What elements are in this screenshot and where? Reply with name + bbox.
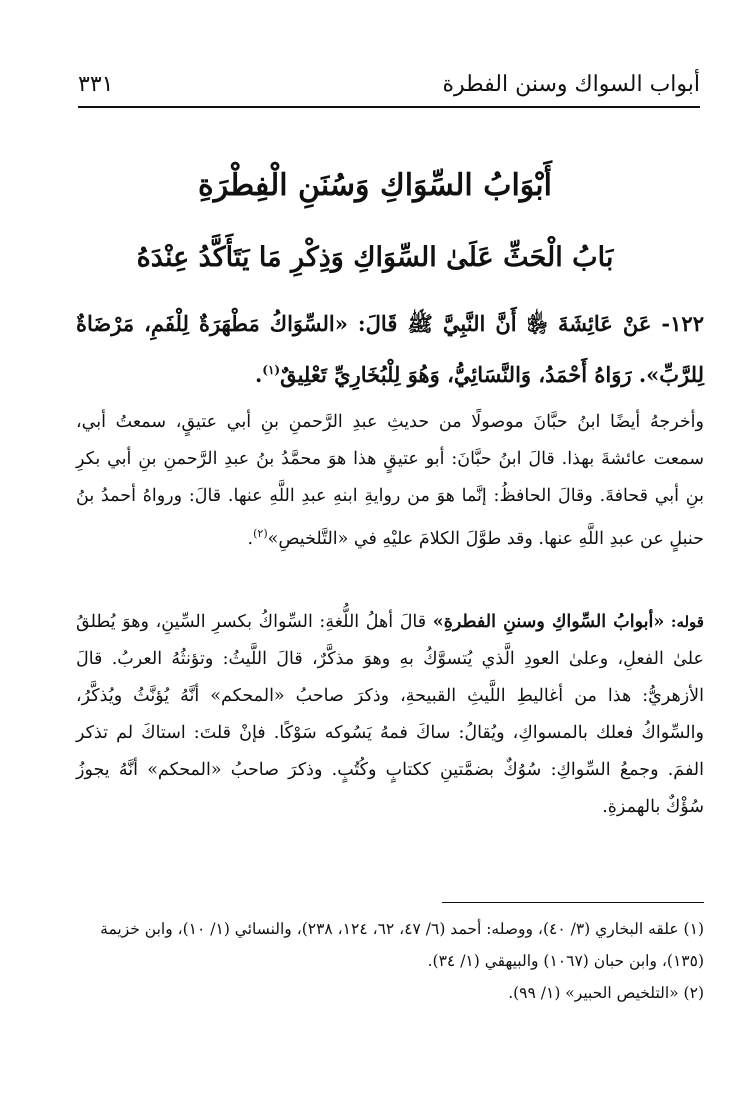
running-title: أبواب السواك وسنن الفطرة — [442, 71, 700, 97]
footnotes — [60, 913, 704, 1009]
hadith-text — [76, 300, 704, 398]
hadith-body: ١٢٢- عَنْ عَائِشَةَ ﵂ أَنَّ النَّبِيَّ ﷺ قَالَ: «السِّوَاكُ مَطْهَرَةٌ لِلْفَمِ، مَرْضَاةٌ لِلرَّبِّ». رَوَاهُ أَحْمَدُ، وَالنَّسَائِيُّ، وَهُوَ لِلْبُخَارِيِّ تَعْلِيقٌ — [76, 311, 704, 387]
hadith-end: . — [254, 362, 263, 387]
section-title: بَابُ الْحَثِّ عَلَىٰ السِّوَاكِ وَذِكْرِ مَا يَتَأَكَّدُ عِنْدَهُ — [136, 242, 614, 273]
footnote-ref-1: (١) — [262, 363, 281, 377]
quoted-term: «أبوابُ السِّواكِ وسننِ الفطرةِ» — [432, 612, 665, 632]
paragraph1-body: وأخرجهُ أيضًا ابنُ حبَّانَ موصولًا من حديثِ عبدِ الرَّحمنِ بنِ أبي عتيقٍ، سمعتُ أبي، سمعت عائشةَ بهذا. قالَ ابنُ حبَّانَ: أبو عتيقٍ هذا هوَ محمَّدُ بنُ عبدِ الرَّحمنِ بنِ أبي بكرِ بنِ أبي قحافةَ. وقالَ الحافظُ: إنَّما هوَ من روايةِ ابنهِ عبدِ اللَّهِ عنها. قالَ: ورواهُ أحمدُ بنُ حنبلٍ عن عبدِ اللَّهِ عنها. وقد طوَّلَ الكلامَ عليْهِ في «التَّلخيصِ» — [76, 412, 704, 549]
footnote-rule — [442, 902, 704, 903]
chapter-title: أَبْوَابُ السِّوَاكِ وَسُنَنِ الْفِطْرَةِ — [198, 168, 552, 203]
footnote-2: (٢) «التلخيص الحبير» (١/ ٩٩). — [508, 984, 704, 1002]
page-number: ٣٣١ — [78, 71, 114, 97]
commentary-lead: قوله: — [670, 613, 704, 631]
header-rule — [78, 106, 700, 108]
commentary-paragraph-2 — [76, 604, 704, 826]
page-header — [78, 66, 700, 102]
paragraph2-body: قالَ أهلُ اللُّغةِ: السِّواكُ بكسرِ السِّينِ، وهوَ يُطلقُ علىٰ الفعلِ، وعلىٰ العودِ الَّذي يُتسوَّكُ بهِ وهوَ مذكَّرٌ، قالَ اللَّيثُ: وتؤنثُهُ العربُ. قالَ الأزهريُّ: هذا من أغاليطِ اللَّيثِ القبيحةِ، وذكرَ صاحبُ «المحكم» أنَّهُ يُؤنَّثُ ويُذكَّرُ، والسِّواكُ فعلك بالمسواكِ، ويُقالُ: ساكَ فمهُ يَسُوكه سَوْكًا. فإنْ قلتَ: استاكَ لم تذكر الفمَ. وجمعُ السِّواكِ: سُوُكٌ بضمَّتينِ ككتابٍ وكُتُبٍ. وذكرَ صاحبُ «المحكم» أنَّهُ يجوزُ سُؤْكٌ بالهمزةِ. — [76, 612, 705, 817]
footnote-1: (١) علقه البخاري (٣/ ٤٠)، ووصله: أحمد (٦/ ٤٧، ٦٢، ١٢٤، ٢٣٨)، والنسائي (١/ ١٠)، وابن خزيمة (١٣٥)، وابن حبان (١٠٦٧) والبيهقي (١/ ٣٤). — [100, 920, 704, 970]
paragraph1-end: . — [247, 528, 254, 549]
footnote-ref-2: (٢) — [253, 527, 268, 540]
commentary-paragraph-1 — [76, 404, 704, 558]
